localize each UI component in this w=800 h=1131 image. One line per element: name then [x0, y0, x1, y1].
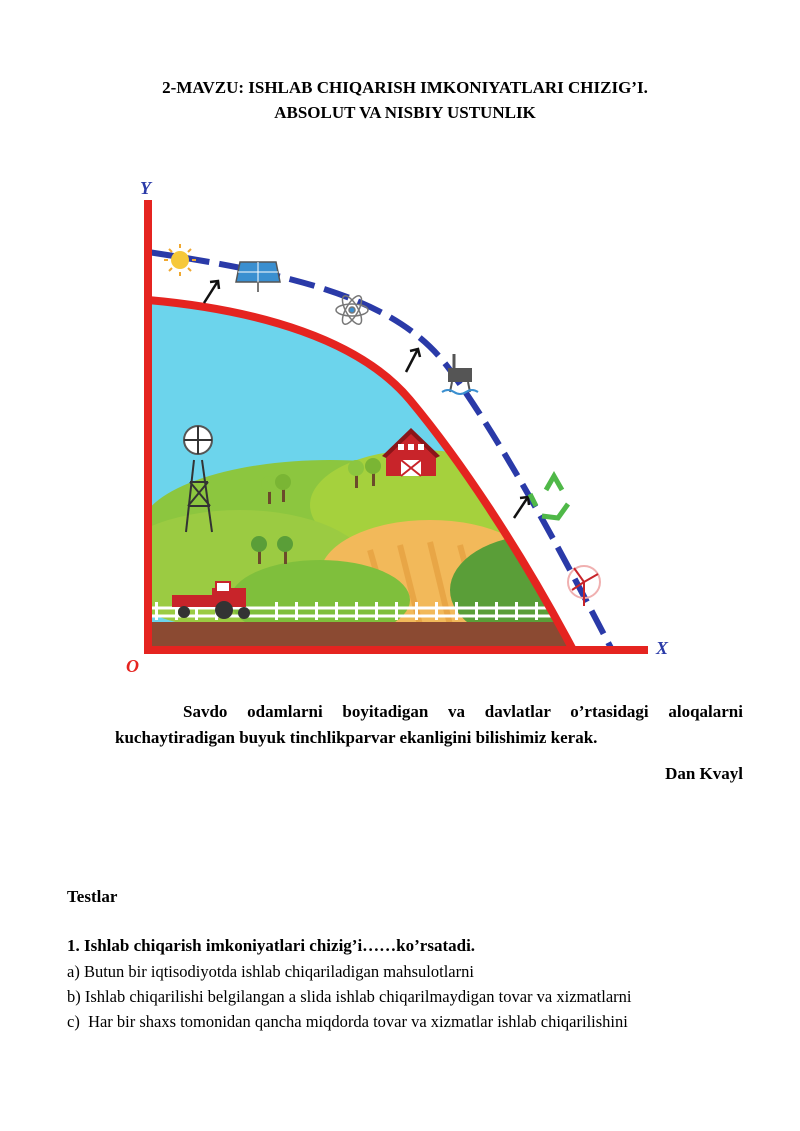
- solar-panel-icon: [236, 262, 280, 292]
- ppf-illustration: [120, 170, 680, 675]
- quote-line-2: kuchaytiradigan buyuk tinchlikparvar ekanligini bilishimiz kerak.: [115, 728, 598, 747]
- landscape-scene: [120, 270, 630, 660]
- recycle-icon: [530, 476, 568, 518]
- section-heading-tests: Testlar: [67, 887, 118, 906]
- x-axis-label: X: [656, 638, 669, 658]
- quote-line-1: Savdo odamlarni boyitadigan va davlatlar o’rtasidagi aloqalarni: [183, 702, 743, 721]
- page-title-line-2: ABSOLUT VA NISBIY USTUNLIK: [274, 103, 536, 122]
- wind-turbine-icon: [568, 566, 600, 606]
- answer-option-c: c) Har bir shaxs tomonidan qancha miqdorda tovar va xizmatlar ishlab chiqarilishini: [67, 1012, 628, 1031]
- answer-option-b: b) Ishlab chiqarilishi belgilangan a slida ishlab chiqarilmaydigan tovar va xizmatlarni: [67, 987, 632, 1006]
- oil-rig-icon: [442, 354, 478, 394]
- page-title-line-1: 2-MAVZU: ISHLAB CHIQARISH IMKONIYATLARI CHIZIG’I.: [162, 78, 648, 97]
- y-axis-label: Y: [140, 178, 151, 198]
- origin-label: O: [126, 656, 139, 675]
- atom-icon: [336, 293, 368, 327]
- quote-author: Dan Kvayl: [665, 764, 743, 783]
- test-question: 1. Ishlab chiqarish imkoniyatlari chizig’i……ko’rsatadi.: [67, 936, 476, 955]
- answer-option-a: a) Butun bir iqtisodiyotda ishlab chiqariladigan mahsulotlarni: [67, 962, 474, 981]
